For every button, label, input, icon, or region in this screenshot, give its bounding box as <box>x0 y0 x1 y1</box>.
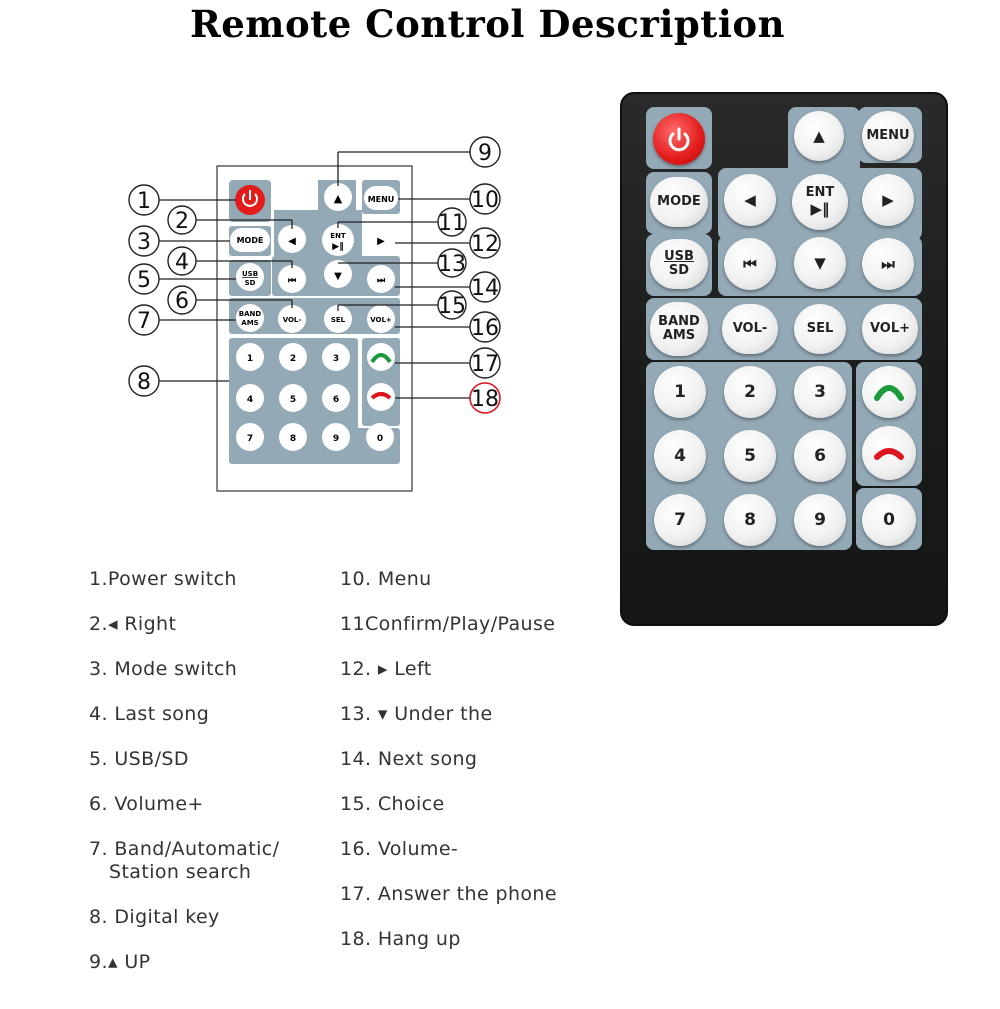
callout-12: 12 <box>471 232 499 257</box>
number-button-9[interactable]: 9 <box>794 494 846 546</box>
play-pause-icon: ▶‖ <box>810 200 830 218</box>
desc-item-2: 2.◂ Right <box>89 613 177 635</box>
mode-button[interactable]: MODE <box>650 177 708 227</box>
previous-track-icon: ⏮ <box>287 276 297 286</box>
desc-item-5: 5. USB/SD <box>89 748 189 770</box>
desc-item-8: 8. Digital key <box>89 906 220 928</box>
power-icon <box>665 125 693 153</box>
desc-item-16: 16. Volume- <box>340 838 459 860</box>
desc-item-1: 1.Power switch <box>89 568 237 590</box>
down-arrow-icon: ▼ <box>814 254 826 272</box>
callout-7: 7 <box>137 309 151 334</box>
desc-item-10: 10. Menu <box>340 568 432 590</box>
diagram-usb-text: USB <box>241 270 259 278</box>
band-ams-button[interactable]: BAND AMS <box>650 302 708 356</box>
answer-phone-icon <box>874 382 904 402</box>
callout-6: 6 <box>175 289 189 314</box>
diagram-ent-text: ENT <box>330 232 346 240</box>
next-track-button[interactable] <box>862 238 914 290</box>
remote-photo <box>620 92 948 626</box>
up-arrow-icon: ▲ <box>333 192 343 205</box>
up-arrow-icon: ▴ <box>107 951 118 973</box>
page-title: Remote Control Description <box>190 2 785 46</box>
svg-text:0: 0 <box>376 434 384 444</box>
left-arrow-icon: ◂ <box>107 613 118 635</box>
previous-track-button[interactable] <box>724 238 776 290</box>
number-button-7[interactable]: 7 <box>654 494 706 546</box>
next-track-icon: ⏭ <box>376 276 386 286</box>
callout-15: 15 <box>438 294 466 319</box>
sel-button[interactable]: SEL <box>794 304 846 354</box>
diagram-sd-text: SD <box>244 279 256 287</box>
right-arrow-icon: ▸ <box>377 658 388 680</box>
next-track-icon: ⏭ <box>881 255 895 273</box>
diagram-menu-text: MENU <box>367 195 395 204</box>
ent-play-pause-button[interactable]: ENT ▶‖ <box>792 174 848 230</box>
up-arrow-icon: ▲ <box>813 127 825 145</box>
svg-text:9: 9 <box>332 434 340 444</box>
answer-button[interactable] <box>862 366 916 418</box>
desc-item-17: 17. Answer the phone <box>340 883 557 905</box>
callout-14: 14 <box>471 276 499 301</box>
desc-item-14: 14. Next song <box>340 748 478 770</box>
menu-button[interactable]: MENU <box>862 111 914 161</box>
callout-2: 2 <box>175 209 189 234</box>
desc-item-9: 9.▴ UP <box>89 951 151 973</box>
number-button-5[interactable]: 5 <box>724 430 776 482</box>
number-button-8[interactable]: 8 <box>724 494 776 546</box>
callout-16: 16 <box>471 316 499 341</box>
desc-item-7: 7. Band/Automatic/ Station search <box>89 838 280 883</box>
hang-up-button[interactable] <box>862 426 916 480</box>
down-button[interactable] <box>794 237 846 289</box>
callout-11: 11 <box>438 211 466 236</box>
number-button-1[interactable]: 1 <box>654 366 706 418</box>
number-button-6[interactable]: 6 <box>794 430 846 482</box>
previous-track-icon: ⏮ <box>743 255 757 273</box>
desc-item-12: 12. ▸ Left <box>340 658 432 680</box>
vol-plus-button[interactable]: VOL+ <box>862 304 918 354</box>
desc-item-15: 15. Choice <box>340 793 445 815</box>
number-button-4[interactable]: 4 <box>654 430 706 482</box>
svg-text:6: 6 <box>332 395 340 405</box>
callout-3: 3 <box>137 230 151 255</box>
diagram-vol-minus-text: VOL- <box>282 316 302 324</box>
play-pause-icon: ▶‖ <box>332 242 344 252</box>
svg-text:1: 1 <box>246 354 254 364</box>
left-button[interactable] <box>724 174 776 226</box>
svg-text:5: 5 <box>289 395 297 405</box>
desc-item-6: 6. Volume+ <box>89 793 204 815</box>
hang-up-icon <box>874 445 904 461</box>
number-button-3[interactable]: 3 <box>794 366 846 418</box>
right-arrow-icon: ▶ <box>882 191 894 209</box>
desc-item-11: 11Confirm/Play/Pause <box>340 613 556 635</box>
desc-item-3: 3. Mode switch <box>89 658 238 680</box>
callout-5: 5 <box>137 268 151 293</box>
power-button[interactable] <box>653 113 705 165</box>
svg-text:4: 4 <box>246 395 254 405</box>
diagram-mode-text: MODE <box>236 236 264 245</box>
desc-item-4: 4. Last song <box>89 703 210 725</box>
left-arrow-icon: ◀ <box>744 191 756 209</box>
svg-text:3: 3 <box>332 354 340 364</box>
down-arrow-icon: ▼ <box>334 271 342 282</box>
desc-item-18: 18. Hang up <box>340 928 461 950</box>
diagram-sel-text: SEL <box>330 316 346 324</box>
number-button-0[interactable]: 0 <box>862 494 916 546</box>
callout-8: 8 <box>137 370 151 395</box>
right-button[interactable] <box>862 174 914 226</box>
callout-18: 18 <box>471 387 499 412</box>
callout-10: 10 <box>471 188 499 213</box>
diagram-ams-text: AMS <box>241 319 259 327</box>
number-button-2[interactable]: 2 <box>724 366 776 418</box>
vol-minus-button[interactable]: VOL- <box>722 304 778 354</box>
usb-sd-button[interactable]: USB SD <box>650 239 708 289</box>
diagram-band-text: BAND <box>238 310 262 318</box>
svg-text:8: 8 <box>289 434 297 444</box>
diagram-vol-plus-text: VOL+ <box>370 316 392 324</box>
callout-9: 9 <box>478 141 492 166</box>
svg-text:2: 2 <box>289 354 297 364</box>
left-arrow-icon: ◀ <box>288 236 296 247</box>
svg-text:7: 7 <box>246 434 254 444</box>
callout-1: 1 <box>137 189 151 214</box>
up-button[interactable] <box>794 111 844 161</box>
callout-17: 17 <box>471 352 499 377</box>
callout-13: 13 <box>438 252 466 277</box>
down-arrow-icon: ▾ <box>377 703 388 725</box>
right-arrow-icon: ▶ <box>377 236 385 247</box>
desc-item-13: 13. ▾ Under the <box>340 703 493 725</box>
callout-4: 4 <box>175 250 189 275</box>
